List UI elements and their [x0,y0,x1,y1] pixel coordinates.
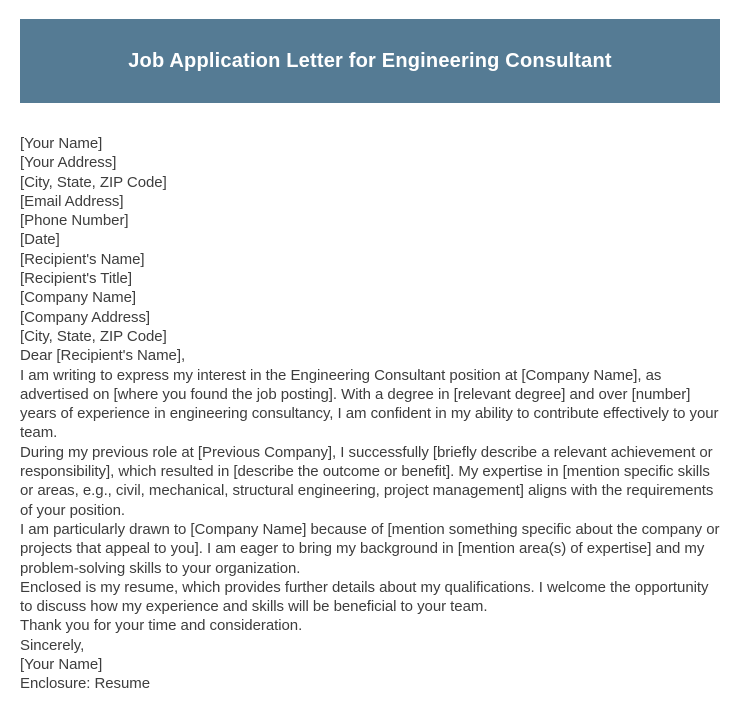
letter-line-enclosure-note: Enclosure: Resume [20,675,151,693]
letter-line-date: [Date] [20,231,60,249]
letter-body [20,134,720,694]
letter-line-company-name: [Company Name] [20,289,137,307]
letter-line-salutation: Dear [Recipient's Name], [20,347,186,365]
letter-line-your-address: [Your Address] [20,154,117,172]
letter-paragraph-motivation: I am particularly drawn to [Company Name] because of [mention something specific about the company or projects that appeal to you]. I am eager to bring my background in [mention area(s) of expertise] and my problem-solving skills to your organization. [20,520,720,577]
letter-line-your-name: [Your Name] [20,135,103,152]
letter-line-company-city-state-zip: [City, State, ZIP Code] [20,327,167,345]
letter-line-city-state-zip: [City, State, ZIP Code] [20,173,167,191]
title-banner [20,19,720,103]
letter-line-email: [Email Address] [20,192,124,210]
letter-line-recipient-name: [Recipient's Name] [20,250,145,268]
page-title: Job Application Letter for Engineering Consultant [128,49,612,72]
letter-paragraph-intro: I am writing to express my interest in the Engineering Consultant position at [Company Name], as advertised on [where you found the job posting]. With a degree in [relevant degree] and over [number] years of experience in engineering consultancy, I am confident in my ability to contribute effectively to your team. [20,366,719,442]
letter-line-recipient-title: [Recipient's Title] [20,270,132,288]
letter-line-phone: [Phone Number] [20,212,129,230]
letter-paragraph-experience: During my previous role at [Previous Company], I successfully [briefly describe a relevant achievement or responsibility], which resulted in [describe the outcome or benefit]. My expertise in [mention specific skills or areas, e.g., civil, mechanical, structural engineering, project management] aligns with the requirements of your position. [20,443,714,519]
letter-paragraph-enclosure: Enclosed is my resume, which provides further details about my qualifications. I welcome the opportunity to discuss how my experience and skills will be beneficial to your team. [20,578,709,616]
letter-line-signature: [Your Name] [20,656,103,674]
letter-line-thanks: Thank you for your time and consideration. [20,617,303,635]
letter-line-signoff: Sincerely, [20,636,85,654]
letter-line-company-address: [Company Address] [20,308,151,326]
letter-template-page [0,19,740,724]
